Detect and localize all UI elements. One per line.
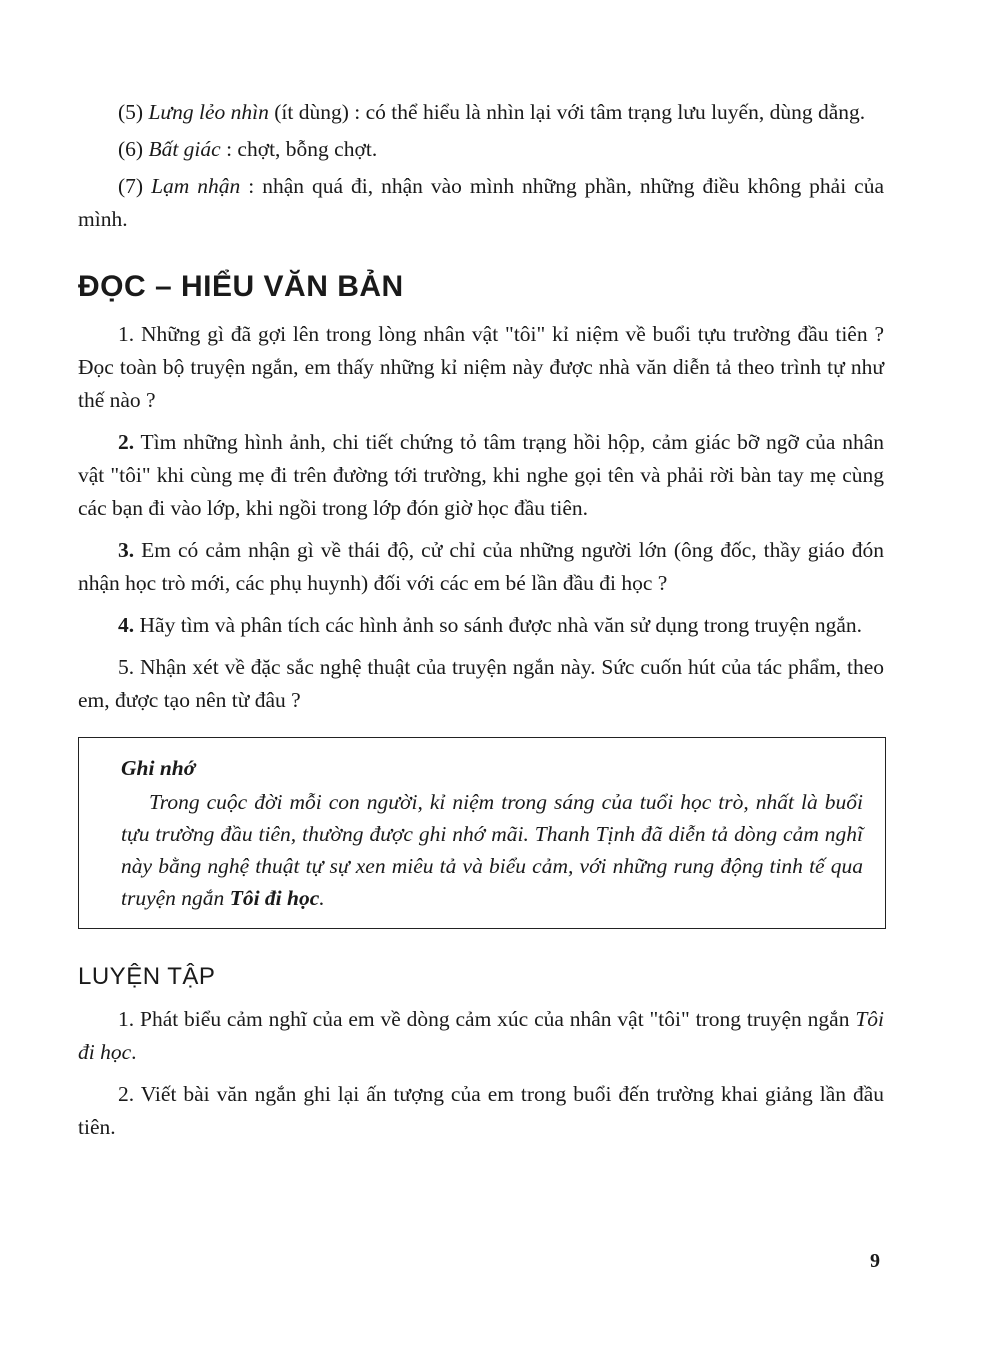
note-box-text: Trong cuộc đời mỗi con người, kỉ niệm trong sáng của tuổi học trò, nhất là buổi tựu trường đầu tiên, thường được ghi nhớ mãi. Thanh Tịnh đã diễn tả dòng cảm nghĩ này bằng nghệ thuật tự sự xen miêu tả và biểu cảm, với những rung động tinh tế qua truyện ngắn Tôi đi học. [121,790,863,910]
gloss-item: (6) Bất giác : chợt, bỗng chợt. [118,137,378,161]
note-box [78,737,886,929]
reading-heading: ĐỌC – HIỂU VĂN BẢN [78,270,404,303]
question-item: 3. Em có cảm nhận gì về thái độ, cử chỉ của những người lớn (ông đốc, thầy giáo đón nhận học trò mới, các phụ huynh) đối với các em bé lần đầu đi học ? [78,538,884,595]
practice-item: 1. Phát biểu cảm nghĩ của em về dòng cảm xúc của nhân vật "tôi" trong truyện ngắn Tôi đi học. [78,1007,884,1064]
page-content [78,96,884,1153]
practice-heading: LUYỆN TẬP [78,963,216,990]
gloss-item: (7) Lạm nhận : nhận quá đi, nhận vào mình những phần, những điều không phải của mình. [78,174,885,231]
question-item: 4. Hãy tìm và phân tích các hình ảnh so sánh được nhà văn sử dụng trong truyện ngắn. [118,613,863,637]
page-number: 9 [870,1250,880,1272]
gloss-item: (5) Lưng lẻo nhìn (ít dùng) : có thể hiểu là nhìn lại với tâm trạng lưu luyến, dùng dằng. [118,100,866,124]
question-item: 5. Nhận xét về đặc sắc nghệ thuật của truyện ngắn này. Sức cuốn hút của tác phẩm, theo em, được tạo nên từ đâu ? [78,655,884,712]
question-item: 1. Những gì đã gợi lên trong lòng nhân vật "tôi" kỉ niệm về buổi tựu trường đầu tiên ? Đọc toàn bộ truyện ngắn, em thấy những kỉ niệm này được nhà văn diễn tả theo trình tự như thế nào ? [78,322,884,412]
note-box-title: Ghi nhớ [121,756,196,780]
question-item: 2. Tìm những hình ảnh, chi tiết chứng tỏ tâm trạng hồi hộp, cảm giác bỡ ngỡ của nhân vật "tôi" khi cùng mẹ đi trên đường tới trường, khi nghe gọi tên và phải rời bàn tay mẹ cùng các bạn đi vào lớp, khi ngồi trong lớp đón giờ học đầu tiên. [78,430,884,520]
practice-item: 2. Viết bài văn ngắn ghi lại ấn tượng của em trong buổi đến trường khai giảng lần đầu tiên. [78,1082,884,1139]
